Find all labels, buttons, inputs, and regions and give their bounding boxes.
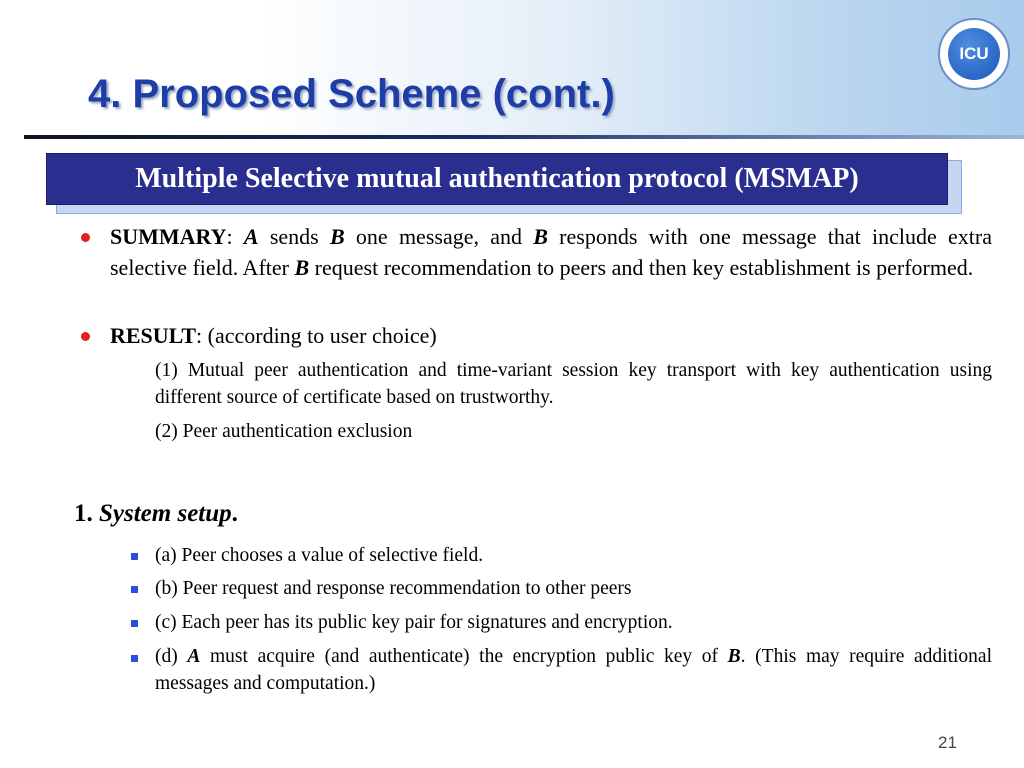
setup-item-b: (b) Peer request and response recommendation to other peers: [155, 578, 632, 599]
summary-paragraph: [110, 221, 992, 283]
summary-label: SUMMARY: [110, 224, 227, 249]
slide-number: 21: [938, 733, 957, 752]
blue-square-bullet-icon: [131, 620, 138, 627]
item-d-text-1: (d): [155, 646, 188, 667]
setup-heading: [74, 500, 238, 528]
summary-colon: :: [226, 224, 244, 249]
party-b: B: [727, 646, 741, 667]
protocol-title-box: [46, 153, 948, 205]
setup-period: .: [231, 500, 238, 527]
item-d-text-3: . (This may require additional messages and computation.): [155, 646, 992, 694]
result-label: RESULT: [110, 323, 197, 348]
summary-text-4: request recommendation to peers and then key establishment is performed.: [309, 255, 974, 280]
slide-title: 4. Proposed Scheme (cont.): [88, 72, 615, 116]
logo-text: ICU: [959, 44, 989, 63]
icu-logo: [938, 18, 1010, 90]
setup-item-a: (a) Peer chooses a value of selective field.: [155, 545, 484, 566]
party-a: A: [187, 646, 201, 667]
summary-text-2: one message, and: [344, 224, 534, 249]
result-text: : (according to user choice): [196, 323, 437, 348]
party-b: B: [533, 224, 548, 249]
red-bullet-icon: [81, 332, 90, 341]
item-d-text-2: must acquire (and authenticate) the encryption public key of: [200, 646, 728, 667]
party-b: B: [330, 224, 345, 249]
setup-item-c: (c) Each peer has its public key pair for signatures and encryption.: [155, 612, 673, 633]
result-paragraph: [110, 320, 992, 351]
party-b: B: [294, 255, 310, 280]
blue-square-bullet-icon: [131, 586, 138, 593]
summary-text-1: sends: [258, 224, 330, 249]
blue-square-bullet-icon: [131, 553, 138, 560]
logo-emblem-icon: [948, 28, 1000, 80]
setup-item-d: [155, 643, 992, 697]
protocol-title: Multiple Selective mutual authentication protocol (MSMAP): [135, 163, 859, 194]
title-divider: [24, 135, 1024, 139]
result-item-2: (2) Peer authentication exclusion: [155, 421, 413, 442]
party-a: A: [243, 224, 259, 249]
red-bullet-icon: [81, 233, 90, 242]
setup-number: 1.: [74, 500, 93, 527]
result-item-1: (1) Mutual peer authentication and time-variant session key transport with key authentication using different source of certificate based on trustworthy.: [155, 360, 992, 408]
summary-text-3: responds with one message that include extra selective field. After: [110, 224, 993, 280]
blue-square-bullet-icon: [131, 655, 138, 662]
setup-title: System setup: [99, 500, 232, 527]
